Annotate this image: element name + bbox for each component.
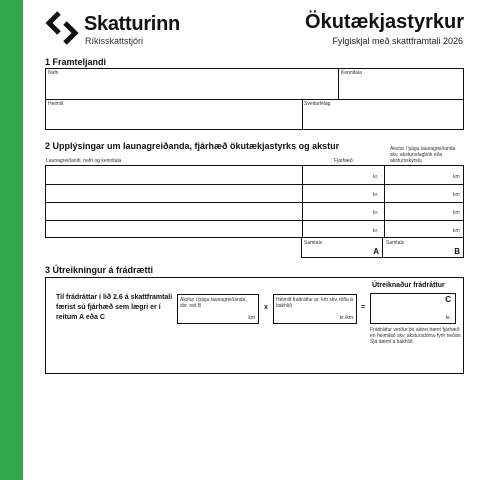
amount-unit: kr. [373,174,379,180]
times-operator: x [264,304,268,311]
address-field-label: Heimili [48,101,63,107]
table-row[interactable] [46,166,463,183]
payer-column-header: Launagreiðandi, nafn og kennitala [46,158,122,164]
result-note: Frádráttur verður þó aldrei hærri fjárhæð en heimilað skv. akstursdómu fyrir neðan. Sjá dæmi á bakhlið. [370,327,462,345]
km-input-label: Akstur í þágu launagreiðanda, sbr. reit B [180,297,247,309]
amount-column-header: Fjárhæð [334,158,353,164]
km-unit: km [453,192,460,198]
result-letter: C [445,295,451,304]
amount-unit: kr. [373,210,379,216]
table-row[interactable] [46,184,463,201]
brand-side-bar [0,0,23,480]
rate-input-label: Heimilt frádráttur pr. km skv. töflu á bakhlið [276,297,353,309]
kennitala-field[interactable] [339,76,463,97]
table-row[interactable] [46,220,463,237]
km-unit: km [453,210,460,216]
table-row[interactable] [46,202,463,219]
total-b-letter: B [454,247,460,256]
section-2-heading: 2 Upplýsingar um launagreiðanda, fjárhæð ökutækjastyrks og akstur [45,141,340,151]
total-a-field[interactable] [301,237,383,258]
municipality-field-label: Sveitarfélag [304,101,331,107]
km-unit: km [453,228,460,234]
total-b-field[interactable] [382,237,464,258]
calculation-box [45,277,464,374]
section-1-heading: 1 Framteljandi [45,57,107,67]
document-subtitle: Fylgiskjal með skattframtali 2026 [332,36,463,46]
result-heading: Útreiknaður frádráttur [372,282,445,289]
total-a-letter: A [373,247,379,256]
total-b-label: Samtals [386,240,405,246]
rate-input-unit: kr./km [339,315,353,321]
total-a-label: Samtals [304,240,323,246]
brand-name: Skatturinn [84,13,180,35]
equals-operator: = [361,304,366,311]
amount-unit: kr. [373,192,379,198]
result-unit: kr. [445,315,451,321]
brand-subtitle: Ríkisskattstjóri [85,36,144,46]
km-column-header: Akstur í þágu launagreiðanda skv. akstursdagbók eða akstursskýrslu [390,146,456,164]
calculation-instruction: Til frádráttar í lið 2.6 á skattframtali færist sú fjárhæð sem lægri er í reitum A eða C [56,294,173,321]
skatturinn-logo-icon [45,11,79,45]
municipality-field[interactable] [303,107,463,129]
km-input-unit: km [248,315,255,321]
name-field[interactable] [46,76,336,97]
kennitala-field-label: Kennitala [341,70,362,76]
amount-unit: kr. [373,228,379,234]
km-unit: km [453,174,460,180]
result-field-c[interactable] [370,293,456,324]
rate-input-field[interactable] [273,294,357,324]
km-input-field[interactable] [177,294,259,324]
address-field[interactable] [46,107,300,129]
document-title: Ökutækjastyrkur [305,11,464,33]
name-field-label: Nafn [48,70,59,76]
section-3-heading: 3 Útreikningur á frádrætti [45,265,154,275]
